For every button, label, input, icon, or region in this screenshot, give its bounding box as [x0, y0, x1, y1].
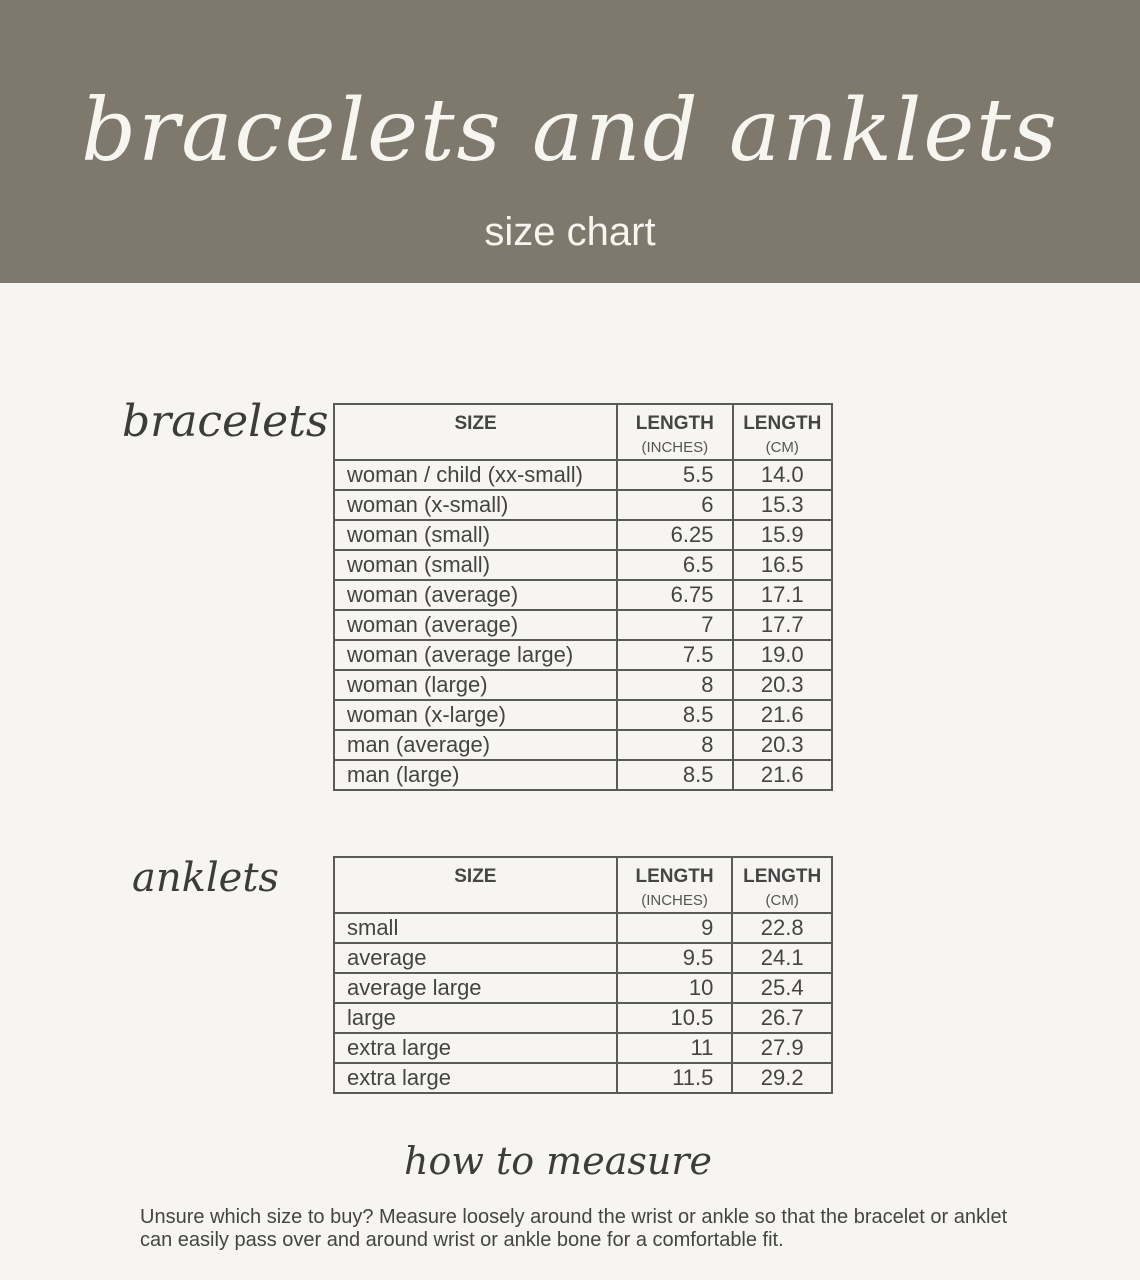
inches-cell: 6.5 [617, 550, 732, 580]
cm-cell: 15.9 [733, 520, 833, 550]
cm-cell: 29.2 [732, 1063, 832, 1093]
inches-cell: 5.5 [617, 460, 732, 490]
table-row [334, 730, 832, 760]
size-cell: man (large) [334, 760, 617, 790]
inches-cell: 10.5 [617, 1003, 733, 1033]
size-cell: woman / child (xx-small) [334, 460, 617, 490]
anklets-label: anklets [132, 855, 279, 901]
size-cell: large [334, 1003, 617, 1033]
size-cell: woman (large) [334, 670, 617, 700]
table-row [334, 490, 832, 520]
header-banner [0, 0, 1140, 283]
header-length-cm: LENGTH (CM) [732, 857, 832, 913]
table-row [334, 520, 832, 550]
size-cell: woman (x-small) [334, 490, 617, 520]
inches-cell: 8.5 [617, 700, 732, 730]
size-cell: extra large [334, 1063, 617, 1093]
table-row [334, 973, 832, 1003]
bracelets-label: bracelets [122, 396, 329, 447]
table-row [334, 640, 832, 670]
how-to-measure-title: how to measure [404, 1139, 712, 1183]
cm-cell: 21.6 [733, 760, 833, 790]
table-row [334, 1033, 832, 1063]
size-cell: woman (x-large) [334, 700, 617, 730]
banner-title: bracelets and anklets [81, 81, 1059, 181]
header-length-inches: LENGTH (INCHES) [617, 404, 732, 460]
inches-cell: 7 [617, 610, 732, 640]
size-cell: woman (average) [334, 580, 617, 610]
table-header-row [334, 857, 832, 913]
table-row [334, 943, 832, 973]
inches-cell: 9.5 [617, 943, 733, 973]
bracelets-table [333, 403, 833, 791]
inches-cell: 11 [617, 1033, 733, 1063]
inches-cell: 8 [617, 730, 732, 760]
banner-subtitle: size chart [484, 210, 656, 254]
cm-cell: 15.3 [733, 490, 833, 520]
cm-cell: 16.5 [733, 550, 833, 580]
inches-cell: 6.75 [617, 580, 732, 610]
cm-cell: 17.7 [733, 610, 833, 640]
header-length-cm: LENGTH (CM) [733, 404, 833, 460]
table-row [334, 700, 832, 730]
table-row [334, 610, 832, 640]
cm-cell: 22.8 [732, 913, 832, 943]
cm-cell: 26.7 [732, 1003, 832, 1033]
inches-cell: 8 [617, 670, 732, 700]
table-row [334, 913, 832, 943]
cm-cell: 17.1 [733, 580, 833, 610]
inches-cell: 8.5 [617, 760, 732, 790]
table-row [334, 1003, 832, 1033]
size-cell: woman (small) [334, 520, 617, 550]
size-cell: woman (average) [334, 610, 617, 640]
table-row [334, 580, 832, 610]
cm-cell: 21.6 [733, 700, 833, 730]
inches-cell: 11.5 [617, 1063, 733, 1093]
size-cell: average [334, 943, 617, 973]
table-row [334, 550, 832, 580]
inches-cell: 7.5 [617, 640, 732, 670]
table-row [334, 460, 832, 490]
table-header-row [334, 404, 832, 460]
header-size: SIZE [334, 857, 617, 913]
cm-cell: 27.9 [732, 1033, 832, 1063]
table-row [334, 670, 832, 700]
size-cell: small [334, 913, 617, 943]
table-row [334, 1063, 832, 1093]
inches-cell: 10 [617, 973, 733, 1003]
size-cell: extra large [334, 1033, 617, 1063]
how-to-measure-text: Unsure which size to buy? Measure loosely around the wrist or ankle so that the bracelet or anklet can easily pass over and around wrist or ankle bone for a comfortable fit. [140, 1206, 1008, 1251]
inches-cell: 9 [617, 913, 733, 943]
cm-cell: 20.3 [733, 730, 833, 760]
size-cell: average large [334, 973, 617, 1003]
inches-cell: 6.25 [617, 520, 732, 550]
cm-cell: 20.3 [733, 670, 833, 700]
inches-cell: 6 [617, 490, 732, 520]
cm-cell: 25.4 [732, 973, 832, 1003]
cm-cell: 24.1 [732, 943, 832, 973]
size-cell: woman (average large) [334, 640, 617, 670]
anklets-table [333, 856, 833, 1094]
header-size: SIZE [334, 404, 617, 460]
cm-cell: 19.0 [733, 640, 833, 670]
header-length-inches: LENGTH (INCHES) [617, 857, 733, 913]
size-cell: woman (small) [334, 550, 617, 580]
cm-cell: 14.0 [733, 460, 833, 490]
size-cell: man (average) [334, 730, 617, 760]
table-row [334, 760, 832, 790]
